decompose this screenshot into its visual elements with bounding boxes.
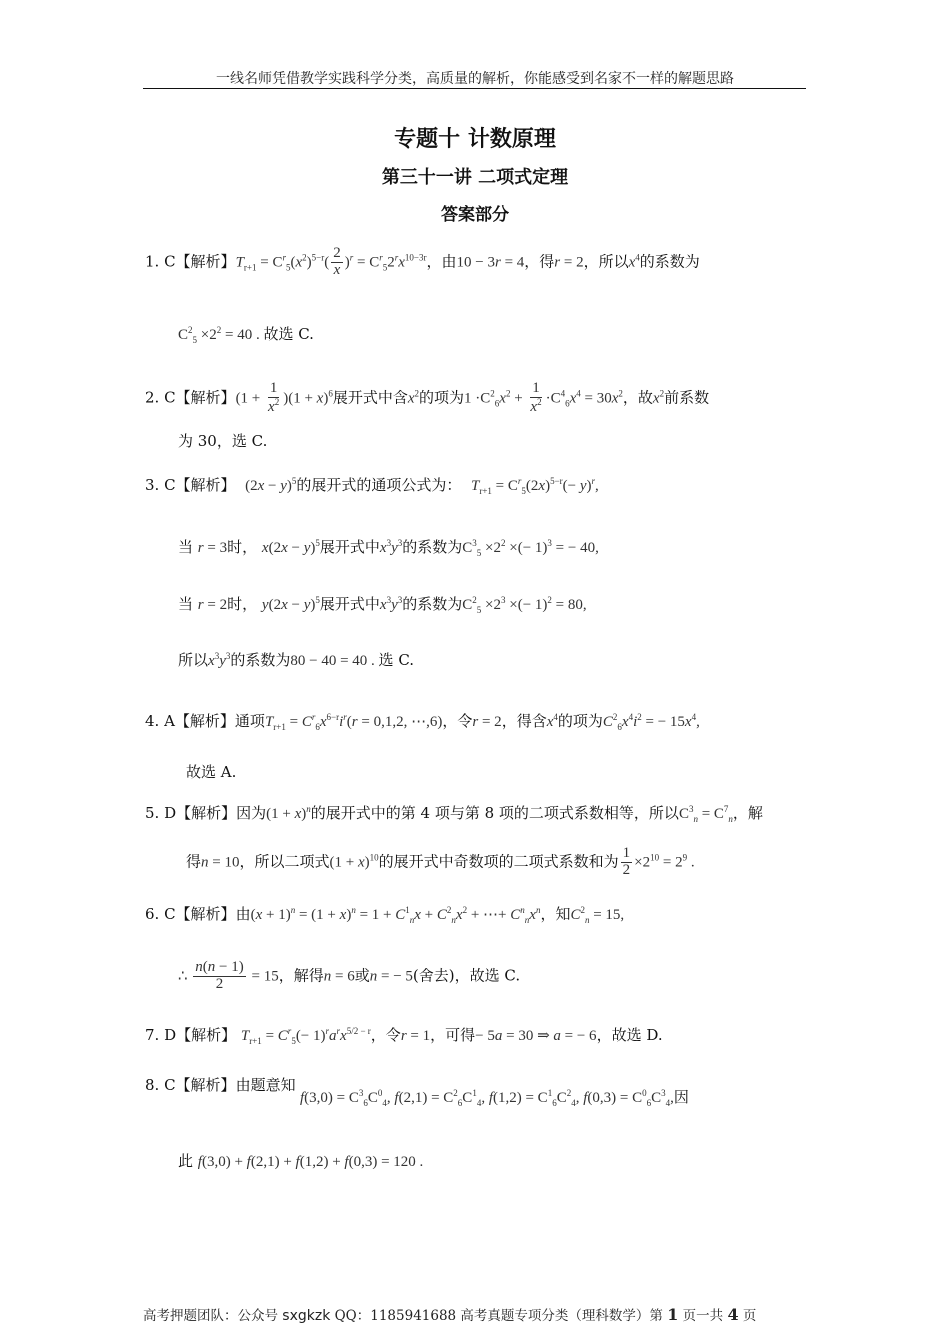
header-slogan: 一线名师凭借教学实践科学分类，高质量的解析，你能感受到名家不一样的解题思路 xyxy=(216,71,734,87)
answer-2-line2: 为 30，选 C. xyxy=(178,432,268,450)
answer-4-number: 4. A【解析】 xyxy=(145,712,235,730)
answer-3-number: 3. C【解析】 xyxy=(145,476,236,494)
answer-5-number: 5. D【解析】 xyxy=(145,804,237,822)
answer-6-line2: ∴ $\frac{n(n - 1)}{2}$ = 15，解得n = 6或n = − 5(舍去)，故选 C. xyxy=(178,959,521,992)
page-footer: 高考押题团队：公众号 sxgkzk QQ：1185941688 高考真题专项分类（理科数学）第 1 页一共 4 页 xyxy=(143,1305,757,1324)
answer-3-case2: 当 r = 2时， $y(2x - y)^5$展开式中$x^3y^3$的系数为$C^2_5 \times 2^3$ ×(− 1)$^2$ = 80, xyxy=(178,595,587,615)
answer-7-line1: 7. D【解析】 $T_{r+1} = C^r_5(- 1)^ra^rx^{5/2 - r}$，令r = 1，可得− 5a = 30 ⇒ a = − 6，故选 D. xyxy=(145,1026,663,1046)
answer-4-line2: 故选 A. xyxy=(186,763,237,781)
answer-4-line1: 4. A【解析】通项$T_{r+1} = C^r_6x^{6-r}i^r(r = 0,1,2$, ⋯,6)，令r = 2，得含$x^4$的项为$C^2_6x^4i^2$ = − $15x^4$, xyxy=(145,712,700,732)
answer-8-formulas: $f(3,0) = C^3_6C^0_4$, $f(2,1) = C^2_6C^1_4$, $f(1,2) = C^1_6C^2_4$, $f(0,3) = C^0_6C^3_4$,因 xyxy=(300,1088,689,1108)
answer-8-line1: 8. C【解析】由题意知 xyxy=(145,1076,296,1094)
answer-1-line2: $C^2_5 \times 2^2 = 40$ . 故选 C. xyxy=(178,325,314,345)
answer-8-line2: 此 f(3,0) + f(2,1) + f(1,2) + f(0,3) = 120 . xyxy=(178,1152,424,1170)
section-title: 答案部分 xyxy=(441,205,509,225)
answer-3-line1: 3. C【解析】 $(2x - y)^5$的展开式的通项公式为： $T_{r+1} = C^r_5(2x)^{5-r}(- y)^r$, xyxy=(145,476,599,496)
answer-1-number: 1. C【解析】 xyxy=(145,252,236,271)
footer-account: sxgkzk xyxy=(282,1308,331,1324)
answer-7-number: 7. D【解析】 xyxy=(145,1026,237,1044)
answer-3-case1: 当 r = 3时， $x(2x - y)^5$展开式中$x^3y^3$的系数为$C^3_5 \times 2^2$ ×(− 1)$^3$ = − 40, xyxy=(178,538,599,558)
answer-1-line1: 1. C【解析】$T_{r+1} = C^r_5(x^2)^{5-r}$( $\frac{2}{x}$ )$^r = C^r_52^rx^{10-3r}$，由10 − 3r = 4，得r = 2，所以$x^4$的系数为 xyxy=(145,245,700,278)
footer-page-number: 1 xyxy=(667,1305,679,1324)
answer-2-line1: 2. C【解析】(1 + $\frac{1}{x^2}$ )$(1 + x)^6$展开式中含$x^2$的项为$1 \cdot C^2_6x^2$ + $\frac{1}{x^2}$ $\cdot C^4_6x^4 = 30x^2$，故$x^2$前系数 xyxy=(145,380,710,415)
footer-total-pages: 4 xyxy=(727,1305,739,1324)
answer-6-number: 6. C【解析】 xyxy=(145,905,236,923)
answer-6-line1: 6. C【解析】由$(x + 1)^n = (1 + x)^n = 1 + C^1_nx + C^2_nx^2$ + ⋯+ $C^n_nx^n$，知$C^2_n = 15$, xyxy=(145,905,625,925)
answer-3-summary: 所以$x^3y^3$的系数为80 − 40 = 40 . 选 C. xyxy=(178,651,415,669)
answer-5-line2: 得n = 10，所以二项式$(1 + x)^{10}$的展开式中奇数项的二项式系数和为 $\frac{1}{2}$ $\times 2^{10} = 2^9$ . xyxy=(186,845,695,878)
answer-5-line1: 5. D【解析】因为$(1 + x)^n$的展开式中的第 4 项与第 8 项的二项式系数相等，所以$C^3_n = C^7_n$，解 xyxy=(145,804,763,824)
lecture-title: 第三十一讲 二项式定理 xyxy=(381,167,569,188)
answer-2-number: 2. C【解析】 xyxy=(145,388,236,407)
topic-title: 专题十 计数原理 xyxy=(394,127,556,152)
header-rule xyxy=(143,88,806,89)
answer-8-number: 8. C【解析】 xyxy=(145,1076,236,1094)
